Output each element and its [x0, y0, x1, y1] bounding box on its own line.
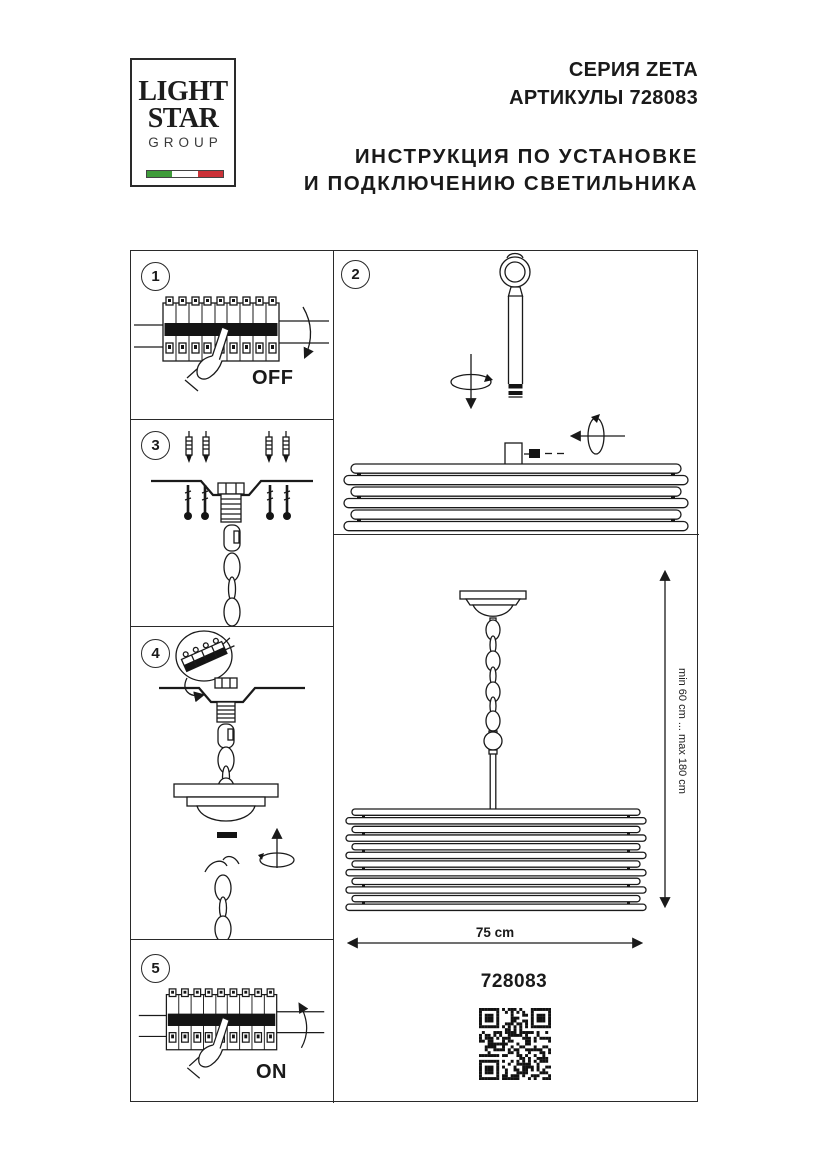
- bolt-head: [215, 678, 237, 688]
- panel-step-5: [131, 939, 333, 1103]
- step-number-badge: [141, 262, 170, 291]
- screw-rotate-icon: [572, 414, 625, 454]
- hanging-ring: [500, 254, 530, 288]
- off-label: OFF: [252, 367, 294, 389]
- lamp-shade: [346, 809, 646, 910]
- breaker-terminals-top: [169, 989, 274, 997]
- header-articles: АРТИКУЛЫ 728083: [509, 87, 698, 109]
- logo-group: GROUP: [148, 135, 223, 150]
- on-label: ON: [256, 1061, 287, 1083]
- article-number: 728083: [480, 971, 548, 992]
- lamp-shade: [344, 464, 688, 531]
- header-instruction-2: И ПОДКЛЮЧЕНИЮ СВЕТИЛЬНИКА: [303, 172, 698, 195]
- arrow-up-icon: [300, 1004, 307, 1048]
- header-series: СЕРИЯ ZETA: [568, 59, 698, 81]
- panel-step-2: [333, 251, 699, 534]
- height-range-label: min 60 cm ... max 180 cm: [676, 668, 688, 794]
- canopy-assembly-diagram: [131, 626, 333, 939]
- mounting-bracket: [159, 688, 305, 702]
- step-number-badge: [141, 431, 170, 460]
- threaded-nipple: [217, 702, 235, 722]
- italian-flag-icon: [146, 170, 224, 178]
- circuit-breaker-diagram: [131, 295, 333, 417]
- rod-diagram: [490, 754, 496, 809]
- header: [268, 56, 698, 197]
- header-instruction-1: ИНСТРУКЦИЯ ПО УСТАНОВКЕ: [354, 145, 698, 168]
- logo-light: LIGHT: [138, 76, 228, 107]
- threaded-rod: [509, 287, 523, 397]
- arrow-down-icon: [303, 307, 311, 357]
- breaker-terminals-top: [166, 297, 276, 305]
- step-number: 3: [151, 437, 160, 454]
- step-number: 4: [151, 645, 160, 662]
- flag-green: [147, 171, 172, 177]
- step-number-badge: [141, 954, 170, 983]
- rotate-arrow-icon: [451, 354, 493, 407]
- qr-code: [479, 1008, 551, 1080]
- step-number: 5: [151, 960, 160, 977]
- logo-box: [130, 58, 236, 187]
- width-label: 75 cm: [475, 925, 515, 940]
- chain-diagram: [486, 620, 500, 731]
- ball-joint: [484, 731, 502, 754]
- panel-diagram: [333, 534, 699, 1103]
- step-number: 2: [351, 266, 360, 283]
- hex-nut: [218, 483, 244, 494]
- socket-stub: [505, 443, 564, 466]
- panel-step-1: [131, 251, 333, 419]
- step-number-badge: [341, 260, 370, 289]
- chain-lower: [205, 857, 239, 939]
- rotate-arrow-icon: [258, 830, 294, 868]
- flag-white: [172, 171, 197, 177]
- chain-diagram: [224, 525, 240, 626]
- rod-and-shade-diagram: [333, 251, 699, 534]
- canopy-diagram: [460, 591, 526, 623]
- wall-anchor-icons: [186, 431, 289, 463]
- flag-red: [198, 171, 223, 177]
- logo-star: STAR: [147, 103, 219, 134]
- step-number-badge: [141, 639, 170, 668]
- circuit-breaker-diagram: [131, 987, 333, 1103]
- panel-step-4: [131, 626, 333, 939]
- set-screw-dash: [217, 832, 237, 838]
- instruction-grid: [130, 250, 698, 1102]
- step-number: 1: [151, 268, 160, 285]
- panel-step-3: [131, 419, 333, 626]
- canopy-diagram: [174, 784, 278, 821]
- threaded-nipple: [221, 494, 241, 522]
